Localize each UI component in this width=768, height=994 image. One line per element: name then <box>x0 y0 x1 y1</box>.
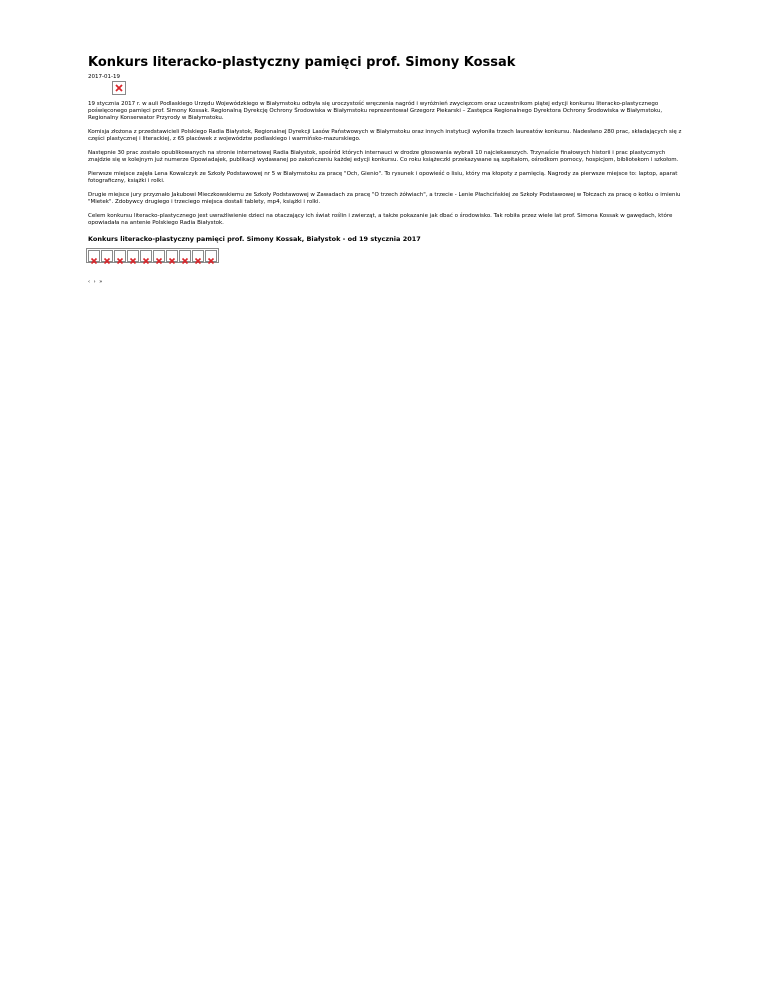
gallery-title: Konkurs literacko-plastyczny pamięci prof. Simony Kossak, Białystok - od 19 stycznia 2017 <box>88 235 421 243</box>
broken-image-icon <box>193 256 203 266</box>
gallery-thumbnail[interactable] <box>114 250 126 262</box>
gallery-thumbnail[interactable] <box>140 250 152 262</box>
broken-image-icon <box>141 256 151 266</box>
broken-image-icon <box>180 256 190 266</box>
broken-image-icon <box>154 256 164 266</box>
article-paragraph: Pierwsze miejsce zajęła Lena Kowalczyk ze Szkoły Podstawowej nr 5 w Białymstoku za pracę "Och, Gienio". To rysunek i opowieść o lisiu, który ma kłopoty z pamięcią. Nagrody za pierwsze miejsce to: laptop, aparat fotograficzny, książki i rolki. <box>88 171 678 184</box>
gallery-thumbnail[interactable] <box>101 250 113 262</box>
page-title: Konkurs literacko-plastyczny pamięci prof. Simony Kossak <box>88 55 516 70</box>
article-paragraph: Następnie 30 prac zostało opublikowanych na stronie internetowej Radia Białystok, spośród których internauci w drodze głosowania wybrali 10 najciekawszych. Trzynaście finałowych historii i prac plastycznych znajdzie się w kolejnym już numerze Opowiadajek, publikacji wydawanej po zakończeniu każdej edycji konkursu. Co roku książeczki przekazywane są szpitalom, ośrodkom pomocy, hospicjom, bibliotekom i szkołom. <box>88 150 679 163</box>
article-paragraph: Drugie miejsce jury przyznało Jakubowi Mieczkowskiemu ze Szkoły Podstawowej w Zawadach za pracę "O trzech żółwiach", a trzecie - Lenie Płachcińskiej ze Szkoły Podstawowej w Tołczach za pracę o kotku o imieniu "Mietek". Zdobywcy drugiego i trzeciego miejsca dostali tablety, mp4, książki i rolki. <box>88 192 681 205</box>
article-paragraph: 19 stycznia 2017 r. w auli Podlaskiego Urzędu Wojewódzkiego w Białymstoku odbyła się uroczystość wręczenia nagród i wyróżnień zwycięzcom oraz uczestnikom piątej edycji konkursu literacko-plastycznego poświęconego pamięci prof. Simony Kossak. Regionalną Dyrekcję Ochrony Środowiska w Białymstoku reprezentował Grzegorz Piekarski – Zastępca Regionalnego Dyrektora Ochrony Środowiska w Białymstoku, Regionalny Konserwator Przyrody w Białymstoku. <box>88 101 663 121</box>
gallery-thumbnail[interactable] <box>179 250 191 262</box>
pager-separator[interactable]: › <box>93 279 97 285</box>
broken-image-icon <box>115 256 125 266</box>
broken-image-icon <box>113 82 125 94</box>
main-image[interactable] <box>112 81 126 95</box>
publish-date: 2017-01-19 <box>88 74 120 80</box>
article-paragraph: Komisja złożona z przedstawicieli Polskiego Radia Białystok, Regionalnej Dyrekcji Lasów Państwowych w Białymstoku oraz innych instytucji wyłoniła trzech laureatów konkursu. Nadesłano 280 prac, składających się z części plastycznej i literackiej, z 65 placówek z województw podlaskiego i warmińsko-mazurskiego. <box>88 129 682 142</box>
gallery-pager <box>88 279 103 285</box>
broken-image-icon <box>167 256 177 266</box>
article-paragraph: Celem konkursu literacko-plastycznego jest uwrażliwienie dzieci na otaczający ich świat roślin i zwierząt, a także pokazanie jak dbać o środowisko. Tak robiła przez wiele lat prof. Simona Kossak w gawędach, które opowiadała na antenie Polskiego Radia Białystok. <box>88 213 673 226</box>
broken-image-icon <box>206 256 216 266</box>
gallery-thumbnail[interactable] <box>166 250 178 262</box>
broken-image-icon <box>89 256 99 266</box>
gallery-thumbnail[interactable] <box>127 250 139 262</box>
gallery-thumbnail[interactable] <box>192 250 204 262</box>
pager-prev-link[interactable]: ‹ <box>88 279 91 285</box>
gallery-thumbnail[interactable] <box>88 250 100 262</box>
broken-image-icon <box>102 256 112 266</box>
gallery-thumbnail[interactable] <box>205 250 217 262</box>
gallery-strip <box>86 248 219 263</box>
broken-image-icon <box>128 256 138 266</box>
gallery-thumbnail[interactable] <box>153 250 165 262</box>
pager-next-link[interactable]: » <box>99 279 104 285</box>
